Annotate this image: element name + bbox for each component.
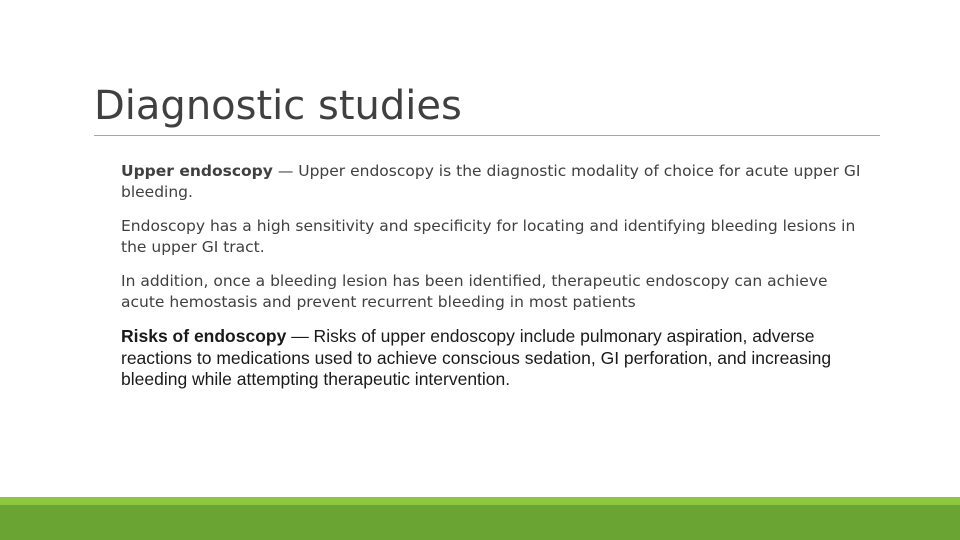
paragraph-text: Endoscopy has a high sensitivity and specificity for locating and identifying bleeding lesions in the upper GI tract. — [121, 217, 856, 256]
paragraph-text: — Upper endoscopy is the diagnostic modality of choice for acute upper GI bleeding. — [121, 162, 861, 201]
paragraph-sensitivity — [121, 216, 866, 258]
footer-band-light — [0, 497, 960, 505]
paragraph-therapeutic — [121, 271, 866, 313]
paragraph-text: — Risks of upper endoscopy include pulmonary aspiration, adverse reactions to medications used to achieve conscious sedation, GI perforation, and increasing bleeding while attempting therapeutic intervention. — [121, 326, 832, 389]
paragraph-lead: Risks of endoscopy — [121, 326, 287, 346]
paragraph-risks — [121, 326, 866, 391]
slide-body — [121, 161, 866, 404]
paragraph-text: In addition, once a bleeding lesion has been identified, therapeutic endoscopy can achieve acute hemostasis and prevent recurrent bleeding in most patients — [121, 272, 828, 311]
paragraph-upper-endoscopy — [121, 161, 866, 203]
paragraph-lead: Upper endoscopy — [121, 162, 273, 180]
title-divider — [94, 135, 880, 136]
slide-title: Diagnostic studies — [94, 83, 462, 129]
footer-band-dark — [0, 505, 960, 540]
